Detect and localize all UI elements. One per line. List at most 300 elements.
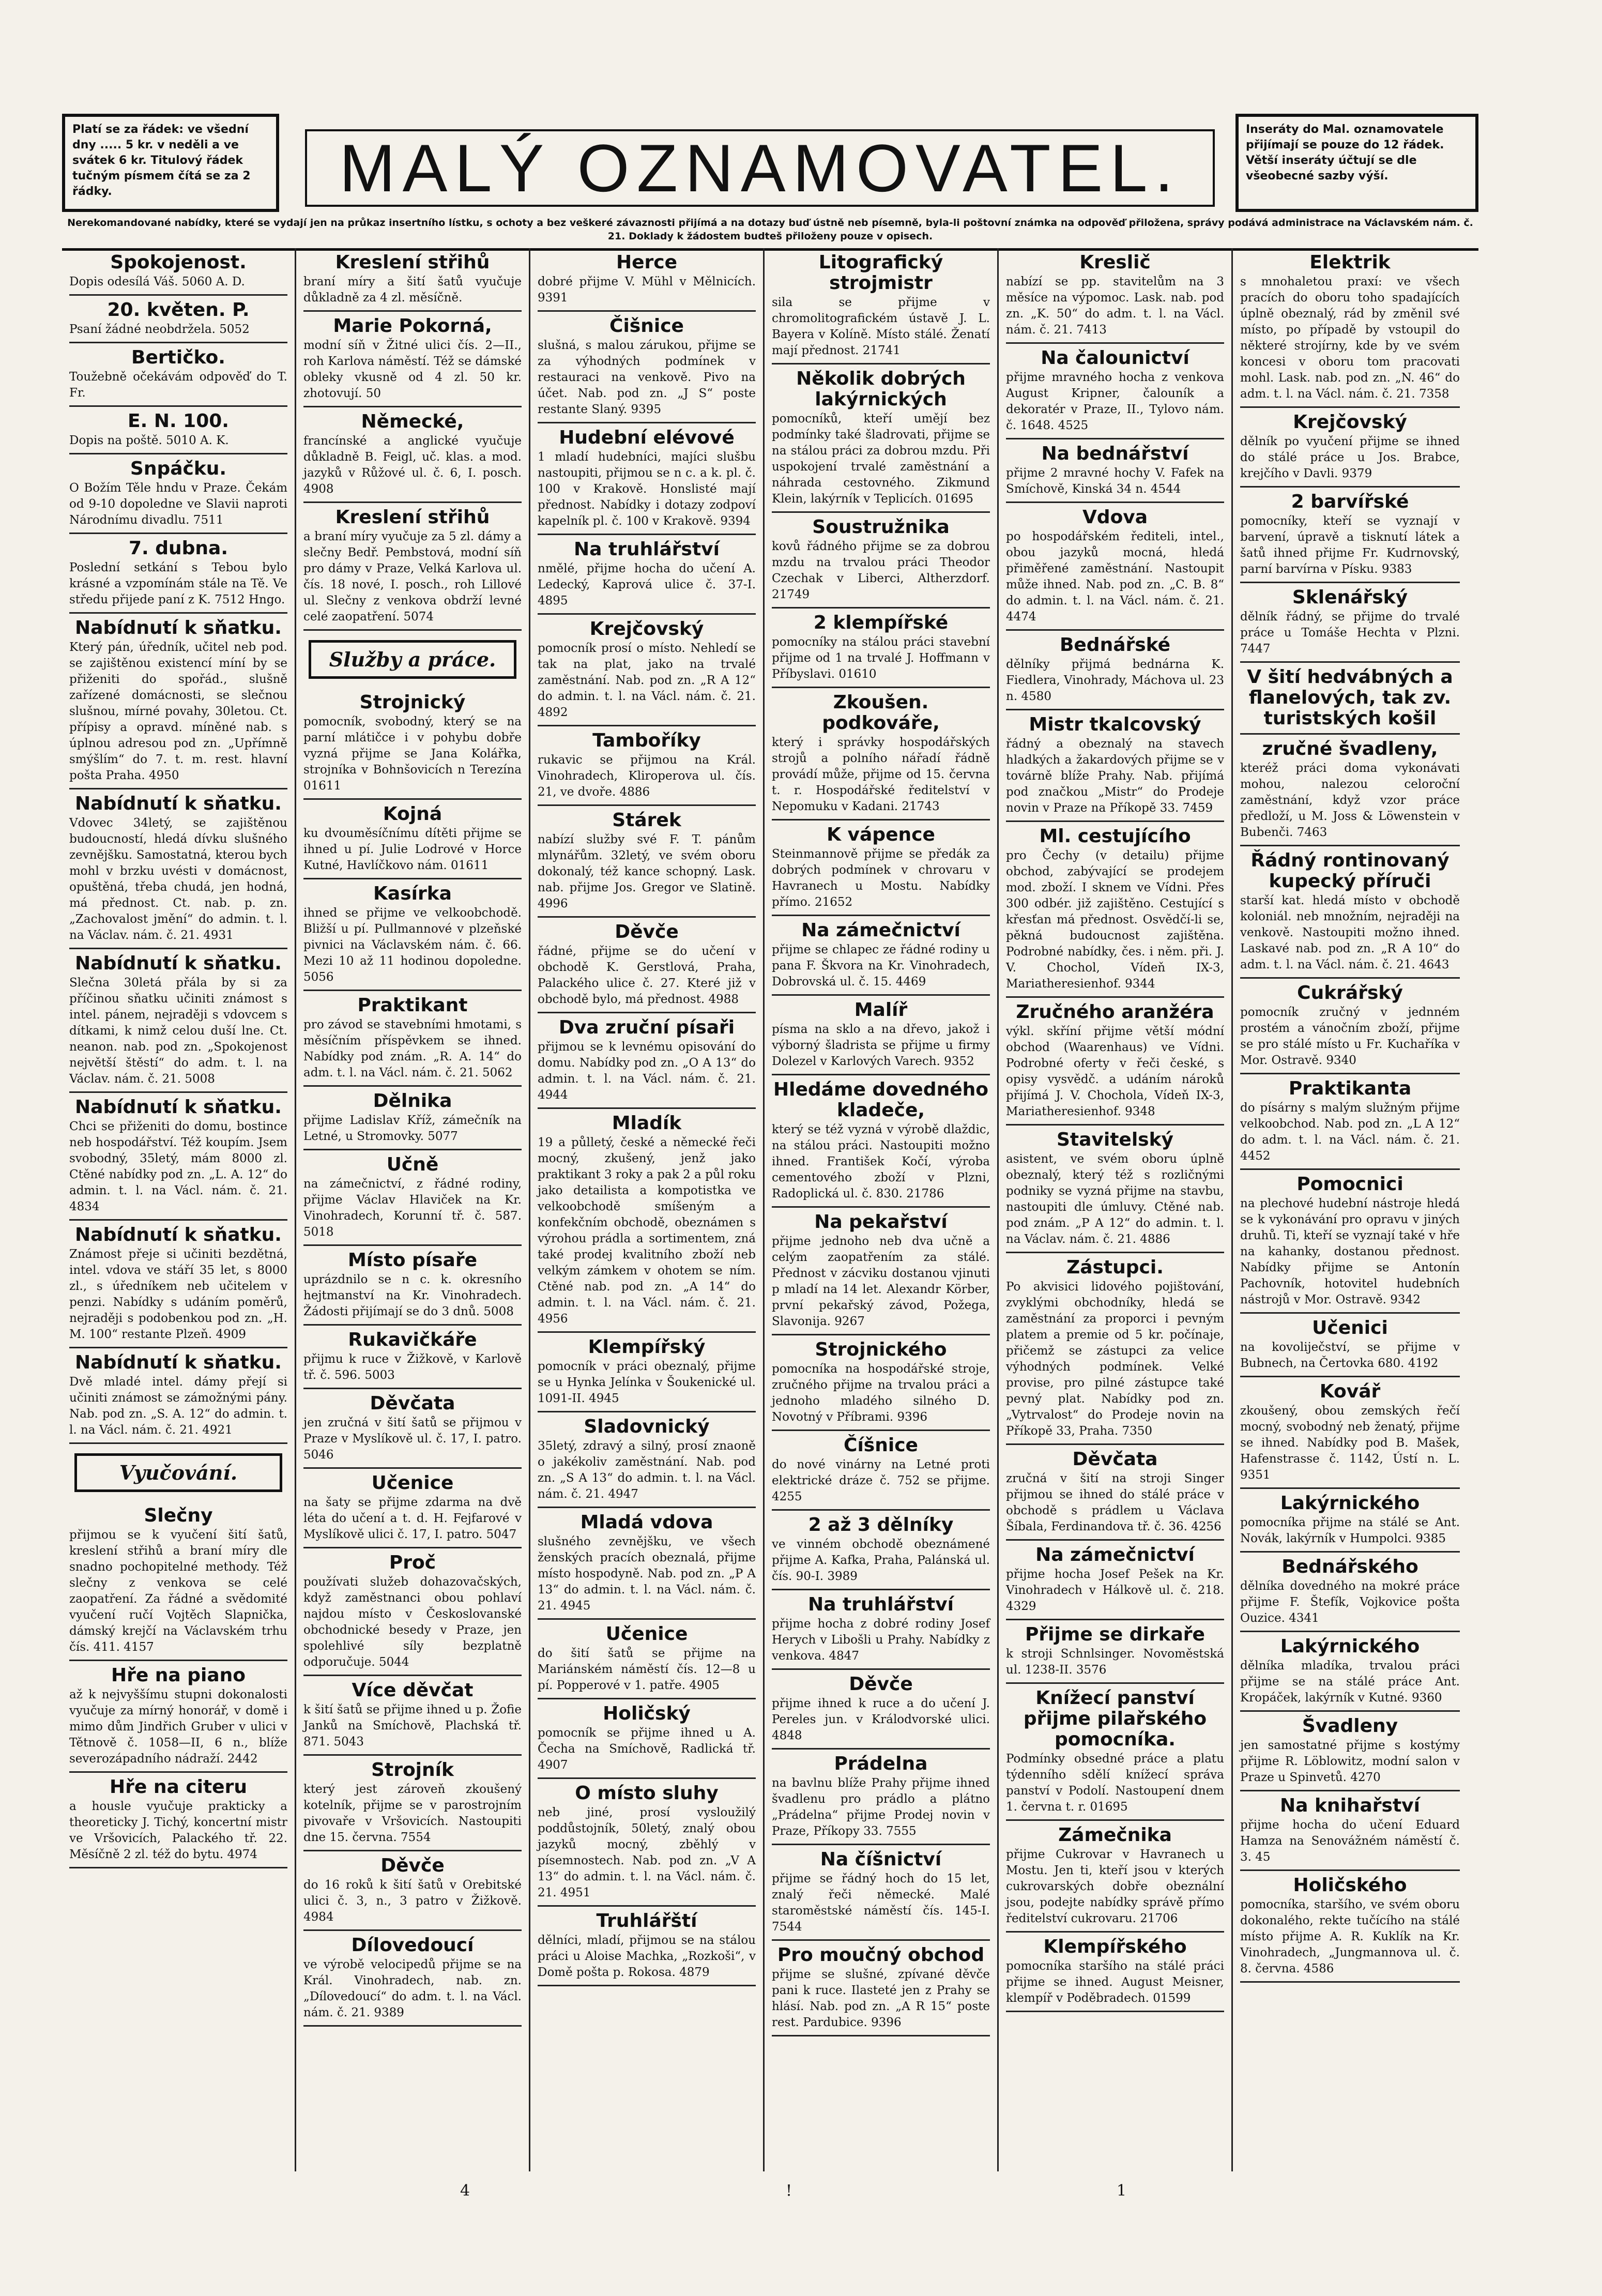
ad-text: řádný a obeznalý na stavech hladkých a žakardových přijme se v továrně blíže Prahy. Nab. přijímá pod značkou „Mistr“ do Prodeje novin v Praze na Příkopě 33. 7459 — [1006, 737, 1224, 815]
ad-text: slušná, s malou zárukou, přijme se za výhodných podmínek v restauraci na venkově. Pivo na účet. Nab. pod zn. „J S“ poste restante Slaný. 9395 — [538, 339, 756, 416]
ad-title: Na truhlářství — [573, 539, 720, 560]
ad-title: 2 barvířské — [1291, 491, 1409, 512]
ad-text: ihned se přijme ve velkoobchodě. Bližší u pí. Pullmannové v plzeňské pivnici na Václavském nám. č. 66. Mezi 10 až 11 hodinou dopoledne. 5056 — [303, 906, 522, 984]
ad-title: Dva zruční písaři — [558, 1017, 735, 1038]
ad-text: pro závod se stavebními hmotami, s měsíčním příspěvkem se ihned. Nabídky pod znám. „R. A. 14“ do adm. t. l. na Václ. nám. č. 21. 5062 — [303, 1018, 522, 1079]
ad-text: k šití šatů se přijme ihned u p. Žofie Janků na Smíchově, Plachská tř. 871. 5043 — [303, 1703, 522, 1748]
classified-ad — [69, 296, 287, 343]
insert-note-box: Inseráty do Mal. oznamovatele přijímají se pouze do 12 řádek. Větší inseráty účtují se dle všeobecné sazby výší. — [1235, 114, 1478, 212]
classified-ad — [1240, 1074, 1460, 1170]
ad-text: nabízí se pp. stavitelům na 3 měsíce na výpomoc. Lask. nab. pod zn. „K. 50“ do adm. t. l. na Václ. nám. č. 21. 7413 — [1006, 275, 1224, 337]
classified-ad — [303, 1548, 522, 1676]
classified-ad — [303, 503, 522, 631]
ad-title: Elektrik — [1309, 252, 1391, 273]
classified-ad — [303, 1756, 522, 1851]
price-box: Platí se za řádek: ve všední dny ..... 5 kr. v neděli a ve svátek 6 kr. Titulový řádek tučným písmem čítá se za 2 řádky. — [62, 114, 279, 212]
classified-ad — [303, 879, 522, 991]
ad-text: dělníci, mladí, přijmou se na stálou práci u Aloise Machka, „Rozkoši“, v Domě pošta p. Rokosa. 4879 — [538, 1934, 756, 1979]
ad-text: Poslední setkání s Tebou bylo krásné a vzpomínám stále na Tě. Ve středu přijede paní z K. 7512 Hngo. — [69, 561, 287, 606]
ad-text: Dvě mladé intel. dámy přejí si učiniti známost se zámožnými pány. Nab. pod zn. „S. A. 12“ do admin. t. l. na Václ. nám. č. 21. 4921 — [69, 1375, 287, 1437]
ad-title: Snpáčku. — [130, 458, 227, 479]
ad-text: pomocníka na hospodářské stroje, zručného přijme na trvalou práci a jednoho mladého silného D. Novotný v Příbrami. 9396 — [772, 1362, 990, 1424]
classified-ad — [1240, 735, 1460, 846]
ad-title: Přijme se dirkaře — [1025, 1624, 1205, 1645]
ad-title: Zručného aranžéra — [1016, 1001, 1214, 1023]
ad-text: Po akvisici lidového pojištování, zvyklými obchodníky, hledá se zaměstnání za proporci i pevným platem a premie od 5 kr. počínaje, přičemž se zástupci za velice výhodných podmínek. Velké provise, pro pilné zástupce také pevný plat. Nabídky pod zn. „Vytrvalost“ do Prodeje novin na Příkopě 33, Praha. 7350 — [1006, 1280, 1224, 1438]
ad-title: Na pekařství — [814, 1211, 948, 1233]
classified-ad — [303, 1851, 522, 1931]
ad-text: přijme se chlapec ze řádné rodiny u pana F. Škvora na Kr. Vinohradech, Dobrovská ul. č. 15. 4469 — [772, 943, 990, 989]
classified-ad — [303, 1389, 522, 1469]
ad-title: Bednářské — [1059, 634, 1171, 656]
ad-title: Lakýrnického — [1280, 1636, 1420, 1657]
ad-title: Nabídnutí k sňatku. — [75, 1224, 282, 1245]
ad-text: ve vinném obchodě obeznámené přijme A. Kafka, Praha, Palánská ul. čís. 90-I. 3989 — [772, 1538, 990, 1583]
classified-ad — [1240, 1712, 1460, 1791]
ad-text: Slečna 30letá přála by si za příčinou sňatku učiniti známost s intel. pánem, nejraději s vdovcem s dítkami, k nimž celou duší lne. Ct. neanon. nab. pod zn. „Spokojenost největší štěstí“ do adm. t. l. na Václav. nám. č. 21. 5008 — [69, 976, 287, 1086]
ad-title: Na číšnictví — [820, 1849, 942, 1870]
column-2 — [296, 248, 530, 2171]
ad-text: přijme Cukrovar v Havranech u Mostu. Jen ti, kteří jsou v kterých cukrovarských dobře obeznální jsou, podejte nabídky správě přímo ředitelství cukrovaru. 21706 — [1006, 1848, 1224, 1925]
ad-title: Krejčovský — [1293, 412, 1407, 433]
ad-title: O místo sluhy — [575, 1783, 719, 1804]
header-note: Nerekomandované nabídky, které se vydají jen na průkaz insertního lístku, s ochoty a bez veškeré závaznosti přijímá a na dotazy buď ústně neb písemně, byla-li poštovní známka na odpověď přiložena, správy podává administrace na Václavském nám. č. 21. Doklady k žádostem budteš přiloženy pouze v opisech. — [67, 217, 1473, 242]
ad-title: V šití hedvábných a flanelových, tak zv. turistských košil — [1247, 666, 1453, 729]
ad-text: dělníka dovedného na mokré práce přijme F. Štefík, Vojkovice pošta Ouzice. 4341 — [1240, 1579, 1460, 1625]
footer-mark: 1 — [1117, 2182, 1127, 2200]
ad-text: a braní míry vyučuje za 5 zl. dámy a slečny Bedř. Pembstová, modní síň pro dámy v Praze, Velká Karlova ul. čís. 18 nové, I. posch., roh Lillové ul. Slečny z venkova obdrží levné celé zaopatření. 5074 — [303, 530, 522, 624]
ad-text: který jest zároveň zkoušený kotelník, přijme se v parostrojním pivovaře v Vršovicích. Nastoupiti dne 15. června. 7554 — [303, 1783, 522, 1844]
ad-text: slušného zevnějšku, ve všech ženských pracích obeznalá, přijme místo hospodyně. Nab. pod zn. „P A 13“ do admin. t. l. na Václ. nám. č. 21. 4945 — [538, 1535, 756, 1613]
classified-ad — [303, 1326, 522, 1389]
classified-ad — [303, 991, 522, 1087]
classified-ad — [538, 1699, 756, 1779]
ad-title: Holičský — [603, 1703, 691, 1724]
ad-text: který i správky hospodářských strojů a polního nářadí řádně provádí může, přijme od 15. června t. r. Hospodářské ředitelství v Nepomuku v Kadani. 21743 — [772, 736, 990, 813]
page-title: MALÝ OZNAMOVATEL. — [305, 129, 1215, 207]
section-heading: Služby a práce. — [309, 640, 516, 679]
classified-ad — [1006, 822, 1224, 998]
classified-ad — [1006, 1126, 1224, 1253]
ad-title: Klempířský — [588, 1336, 706, 1358]
classified-ad — [69, 789, 287, 949]
classified-ad — [772, 1208, 990, 1335]
ad-title: Německé, — [361, 411, 464, 432]
classified-ad — [1240, 846, 1460, 979]
ad-text: po hospodářském řediteli, intel., obou jazyků mocná, hledá přiměřené zaměstnání. Nastoupit může ihned. Nab. pod zn. „C. B. 8“ do admin. t. l. na Václ. nám. č. 21. 4474 — [1006, 530, 1224, 624]
ad-title: Vdova — [1082, 507, 1148, 528]
ad-title: Praktikant — [357, 995, 468, 1016]
ad-title: Rukavičkáře — [348, 1329, 477, 1350]
classified-ad — [772, 1670, 990, 1750]
classified-ad — [772, 364, 990, 513]
classified-ad — [538, 1620, 756, 1699]
newspaper-page — [62, 103, 1478, 2223]
ad-text: pomocníků, kteří umějí bez podmínky také šladrovati, přijme se na stálou práci za dobrou mzdu. Při uspokojení trvalé zaměstnání a náhrada cestovného. Zikmund Klein, lakýrník v Teplicích. 01695 — [772, 412, 990, 506]
ad-text: pomocník, svobodný, který se na parní mlátičce i v pohybu dobře vyzná přijme se Jana Kolářka, strojníka v Bohnšovicích n Terezína 01611 — [303, 715, 522, 793]
ad-text: pomocník prosí o místo. Nehledí se tak na plat, jako na trvalé zaměstnání. Nab. pod zn. „R A 12“ do admin. t. l. na Václ. nám. č. 21. 4892 — [538, 642, 756, 719]
ad-text: přijme se řádný hoch do 15 let, znalý řeči německé. Malé staroměstské náměstí čís. 145-I. 7544 — [772, 1872, 990, 1934]
classified-ad — [1006, 344, 1224, 439]
ad-text: kovů řádného přijme se za dobrou mzdu na trvalou práci Theodor Czechak v Liberci, Altherzdorf. 21749 — [772, 540, 990, 601]
classified-ad — [538, 806, 756, 918]
ad-title: Pro moučný obchod — [777, 1944, 985, 1966]
ad-text: dělníky přijmá bednárna K. Fiedlera, Vinohrady, Máchova ul. 23 n. 4580 — [1006, 658, 1224, 703]
ad-text: a housle vyučuje prakticky a theoreticky J. Tichý, koncertní mistr ve Vršovicích, Palackého tř. 22. Měsíčně 2 zl. též do bytu. 4974 — [69, 1800, 287, 1861]
footer — [62, 2182, 1478, 2213]
classified-ad — [303, 800, 522, 879]
ad-title: Klempířského — [1043, 1936, 1187, 1957]
ad-title: Kreslení střihů — [335, 252, 490, 273]
classified-ad — [1240, 1553, 1460, 1632]
ad-text: který se též vyzná v výrobě dlaždic, na stálou práci. Nastoupiti možno ihned. František Kočí, výroba cementového zboží v Plzni, Radoplická ul. č. 830. 21786 — [772, 1123, 990, 1200]
ad-title: Ml. cestujícího — [1039, 826, 1191, 847]
ad-title: Proč — [389, 1552, 436, 1573]
ad-title: Učenici — [1312, 1317, 1388, 1339]
column-4 — [765, 248, 999, 2171]
ad-title: Učenice — [605, 1623, 688, 1645]
ad-text: Vdovec 34letý, se zajištěnou budoucností, hledá dívku slušného zevnějšku. Samostatná, kterou bych mohl v brzku uvésti v domácnost, opuštěná, třeba chudá, jen hodná, má přednost. Ct. nab. p. zn. „Zachovalost jmění“ do admin. t. l. na Václav. nám. č. 21. 4931 — [69, 816, 287, 942]
ad-title: Mladík — [612, 1113, 682, 1134]
ad-text: přijme mravného hocha z venkova August Kripner, čalouník a dekoratér v Praze, II., Tylovo nám. č. 1648. 4525 — [1006, 371, 1224, 432]
ad-title: K vápence — [827, 824, 935, 845]
ad-title: Sklenářský — [1292, 587, 1408, 608]
ad-text: řádné, přijme se do učení v obchodě K. Gerstlová, Praha, Palackého ulice č. 27. Které již v obchodě bylo, má přednost. 4988 — [538, 945, 756, 1006]
ad-title: Holičského — [1293, 1875, 1407, 1896]
ad-title: Kojná — [383, 803, 443, 825]
ad-title: Cukrářský — [1297, 982, 1403, 1003]
ad-title: Nabídnutí k sňatku. — [75, 1097, 282, 1118]
classified-ad — [1240, 408, 1460, 488]
classified-ad — [1240, 1791, 1460, 1871]
classified-ad — [1240, 1632, 1460, 1712]
ad-title: Hudební elévové — [559, 427, 735, 448]
classified-ad — [69, 949, 287, 1093]
ad-title: Děvče — [615, 921, 679, 942]
ad-title: Dělnika — [373, 1090, 452, 1112]
classified-ad — [1240, 488, 1460, 583]
ad-title: Herce — [616, 252, 678, 273]
classified-ad — [772, 513, 990, 609]
ad-title: Krejčovský — [589, 618, 704, 640]
classified-ad — [1006, 1821, 1224, 1933]
ad-text: přijme Ladislav Kříž, zámečník na Letné, u Stromovky. 5077 — [303, 1114, 522, 1143]
classified-ad — [1240, 979, 1460, 1074]
ad-title: Lakýrnického — [1280, 1493, 1420, 1514]
ad-title: Pomocnici — [1296, 1174, 1403, 1195]
ad-text: dělník po vyučení přijme se ihned do stálé práce u Jos. Brabce, krejčího v Davli. 9379 — [1240, 435, 1460, 480]
classified-ad — [1240, 583, 1460, 663]
classified-ad — [772, 1590, 990, 1670]
ad-text: pomocníky na stálou práci stavební přijme od 1 na trvalé J. Hoffmann v Příbyslavi. 01610 — [772, 635, 990, 681]
ad-text: používati služeb dohazovačských, když zaměstnanci obou pohlaví najdou místo v Českoslovanské obchodnické besedy v Praze, jen spolehlivé síly bezplatně odporučuje. 5044 — [303, 1575, 522, 1669]
ad-title: Malíř — [854, 999, 908, 1021]
ad-title: 7. dubna. — [128, 538, 228, 559]
ad-text: jen zručná v šití šatů se přijmou v Praze v Myslíkově ul. č. 17, I. patro. 5046 — [303, 1416, 522, 1462]
classified-ad — [303, 407, 522, 503]
ad-title: Strojnický — [359, 692, 466, 713]
classified-ad — [1240, 1489, 1460, 1553]
classified-ad — [772, 1431, 990, 1511]
ad-text: Psaní žádné neobdržela. 5052 — [69, 323, 250, 336]
ad-title: Spokojenost. — [110, 252, 247, 273]
classified-ad — [303, 248, 522, 312]
ad-title: Kreslič — [1079, 252, 1151, 273]
ad-title: Čišnice — [609, 315, 684, 337]
classified-ad — [1006, 710, 1224, 822]
ad-title: Děvčata — [1072, 1449, 1158, 1470]
ad-text: až k nejvyššímu stupni dokonalosti vyučuje za mírný honorář, v domě i mimo dům Jindřich Gruber v ulici v Tětnově č. 1058—II, 6 n., blíže severozápadního nádraží. 2442 — [69, 1688, 287, 1766]
ad-title: Na zámečnictví — [801, 920, 960, 941]
classified-ad — [538, 726, 756, 806]
classified-ad — [538, 1412, 756, 1508]
ad-text: pomocník v práci obeznalý, přijme se u Hynka Jelínka v Šoukenické ul. 1091-II. 4945 — [538, 1360, 756, 1405]
ad-text: ve výrobě velocipedů přijme se na Král. Vinohradech, nab. zn. „Dílovedoucí“ do adm. t. l. na Václ. nám. č. 21. 9389 — [303, 1958, 522, 2019]
classified-ad — [772, 1845, 990, 1941]
classified-ad — [1240, 1377, 1460, 1489]
classified-ad — [772, 1511, 990, 1590]
ad-text: 1 mladí hudebníci, majíci slušbu nastoupiti, přijmou se n c. a k. pl. č. 100 v Krakově. Honslisté mají přednost. Nabídky i dotazy zodpoví kapelník pl. č. 100 v Krakově. 9394 — [538, 450, 756, 528]
ad-text: francínské a anglické vyučuje důkladně B. Feigl, uč. klas. a mod. jazyků v Růžové ul. č. 6, I. posch. 4908 — [303, 434, 522, 496]
classified-ad — [772, 1941, 990, 2036]
classified-ad — [538, 1109, 756, 1333]
classified-ad — [1006, 503, 1224, 631]
ad-text: Chci se přiženiti do domu, bostince neb hospodářství. Též koupím. Jsem svobodný, 35letý, mám 8000 zl. Ctěné nabídky pod zn. „L. A. 12“ do admin. t. l. na Václ. nám. č. 21. 4834 — [69, 1120, 287, 1213]
ad-text: přijme ihned k ruce a do učení J. Pereles jun. v Králodvorské ulici. 4848 — [772, 1697, 990, 1742]
ad-text: dělník řádný, se přijme do trvalé práce u Tomáše Hechta v Plzni. 7447 — [1240, 610, 1460, 656]
ad-text: kteréž práci doma vykonávati mohou, nalezou celoroční zaměstnání, když vzor práce předloží, u M. Joss & Löwenstein v Bubenči. 7463 — [1240, 762, 1460, 839]
ad-text: sila se přijme v chromolitografickém ústavě J. L. Bayera v Kolíně. Místo stálé. Ženatí mají přednost. 21741 — [772, 296, 990, 357]
ad-text: neb jiné, prosí vysloužilý poddůstojník, 50letý, znalý obou jazyků mocný, zběhlý v písemnostech. Nab. pod zn. „V A 13“ do admin. t. l. na Václ. nám. č. 21. 4951 — [538, 1806, 756, 1899]
ad-title: Litografický strojmistr — [818, 252, 943, 294]
ad-title: Zástupci. — [1066, 1257, 1164, 1278]
classified-ad — [772, 996, 990, 1075]
classified-ad — [538, 312, 756, 423]
ad-title: Tamboříky — [592, 730, 701, 751]
classified-ad — [1006, 439, 1224, 503]
classified-ad — [303, 1246, 522, 1326]
ad-text: zkoušený, obou zemských řečí mocný, svobodný neb ženatý, přijme se ihned. Nabídky pod B. Mašek, Hafenstrasse č. 1142, Ústí n. L. 9351 — [1240, 1404, 1460, 1482]
classified-ad — [303, 1087, 522, 1150]
ad-text: starší kat. hledá místo v obchodě koloniál. neb množním, nejraději na venkově. Nastoupiti možno ihned. Laskavé nab. pod zn. „R A 10“ do adm. t. l. na Václ. nám. č. 21. 4643 — [1240, 894, 1460, 971]
ad-text: přijme hocha do učení Eduard Hamza na Senovážném náměstí č. 3. 45 — [1240, 1818, 1460, 1864]
ad-text: Známost přeje si učiniti bezdětná, intel. vdova ve stáří 35 let, s 8000 zl., s úředníkem neb učitelem v penzi. Nabídky s udáním poměrů, nejraději s podobenkou pod zn. „H. M. 100“ restante Plzeň. 4909 — [69, 1248, 287, 1341]
ad-title: Zkoušen. podkováře, — [822, 692, 940, 734]
ad-text: na šaty se přijme zdarma na dvě léta do učení a t. d. H. Fejfarové v Myslíkově ulici č. 17, I. patro. 5047 — [303, 1496, 522, 1541]
ad-title: Na knihařství — [1280, 1795, 1420, 1816]
ad-title: Soustružnika — [812, 516, 950, 538]
ad-text: na bavlnu blíže Prahy přijme ihned švadlenu pro prádlo a plátno „Prádelna“ přijme Prodej novin v Praze, Příkopy 33. 7555 — [772, 1776, 990, 1838]
ad-text: pomocník se přijme ihned u A. Čecha na Smíchově, Radlická tř. 4907 — [538, 1726, 756, 1772]
classified-ad — [1006, 1541, 1224, 1620]
classified-ad — [1240, 1314, 1460, 1377]
ad-text: přijme hocha Josef Pešek na Kr. Vinohradech v Hálkově ul. č. 218. 4329 — [1006, 1568, 1224, 1613]
ad-text: pomocníka, staršího, ve svém oboru dokonalého, rekte tučícího na stálé místo přijme A. R. Kuklík na Kr. Vinohradech, „Jungmannova ul. č. 8. června. 4586 — [1240, 1898, 1460, 1975]
ad-title: Mistr tkalcovský — [1029, 714, 1201, 735]
classified-ad — [538, 248, 756, 312]
ad-title: Na čalounictví — [1041, 347, 1189, 369]
ad-title: Na bednářství — [1041, 443, 1189, 464]
ad-title: Prádelna — [834, 1753, 928, 1774]
ad-text: jen samostatné přijme s kostýmy přijme R. Löblowitz, modní salon v Praze u Spinvetů. 4270 — [1240, 1739, 1460, 1784]
ad-title: Strojnického — [815, 1339, 947, 1360]
ad-title: Knížecí panství přijme pilařského pomocníka. — [1023, 1687, 1207, 1750]
ad-text: dělníka mladíka, trvalou práci přijme se na stálé práce Ant. Kropáček, lakýrník v Kutné. 9360 — [1240, 1659, 1460, 1705]
classified-ad — [69, 1348, 287, 1444]
ad-title: Hledáme dovedného kladeče, — [773, 1079, 988, 1121]
ad-text: přijmou se k vyučení šití šatů, kreslení střihů a braní míry dle snadno pochopitelné methody. Též slečny z venkova se celé zaopatření. Za řádné a svědomité vyučení ručí Vojtěch Slapnička, dámský krejčí na Václavském trhu čís. 411. 4157 — [69, 1528, 287, 1654]
ad-title: Mladá vdova — [580, 1512, 713, 1533]
ad-text: Toužebně očekávám odpověď do T. Fr. — [69, 370, 287, 400]
ad-text: dobré přijme V. Mühl v Mělnicích. 9391 — [538, 275, 756, 305]
classified-ad — [772, 1750, 990, 1845]
ad-text: Který pán, úředník, učitel neb pod. se zajištěnou existencí míní by se přiženiti do spořád., slušně zařízené domácnosti, se slečnou slušnou, mírné povahy, 30letou. Ct. přípisy a opravd. míněné nab. s úplnou adresou pod zn. „Upřímně smýšlím“ do 7. t. m. rest. hlavní pošta Praha. 4950 — [69, 641, 287, 782]
ad-title: Stárek — [612, 810, 681, 831]
ad-title: Stavitelský — [1056, 1129, 1174, 1150]
classified-ad — [69, 1501, 287, 1661]
classified-ad — [538, 1779, 756, 1907]
ad-title: Děvče — [380, 1855, 445, 1876]
ad-title: Děvče — [849, 1674, 913, 1695]
ad-title: Hře na citeru — [110, 1776, 247, 1798]
classified-ad — [1240, 248, 1460, 408]
ad-title: Nabídnutí k sňatku. — [75, 1352, 282, 1373]
ad-title: Číšnice — [844, 1435, 918, 1456]
ad-text: pomocníky, kteří se vyznají v barvení, úpravě a tisknutí látek a šatů ihned přijme Fr. Kudrnovský, parní barvírna v Písku. 9383 — [1240, 514, 1460, 576]
classified-ad — [772, 820, 990, 916]
ad-title: Bednářského — [1281, 1556, 1418, 1577]
footer-mark: ! — [786, 2182, 792, 2200]
classified-ad — [1006, 1620, 1224, 1684]
ad-text: do 16 roků k šití šatů v Orebitské ulici č. 3, n., 3 patro v Žižkově. 4984 — [303, 1878, 522, 1924]
ad-title: Hře na piano — [111, 1665, 246, 1686]
ad-columns — [62, 248, 1478, 2171]
classified-ad — [303, 312, 522, 407]
ad-text: k stroji Schnlsinger. Novoměstská ul. 1238-II. 3576 — [1006, 1647, 1224, 1677]
classified-ad — [772, 688, 990, 820]
ad-title: 2 až 3 dělníky — [808, 1514, 954, 1535]
ad-title: 2 klempířské — [813, 612, 949, 633]
ad-title: Kreslení střihů — [335, 507, 490, 528]
ad-text: na zámečnictví, z řádné rodiny, přijme Václav Hlaviček na Kr. Vinohradech, Korunní tř. č. 587. 5018 — [303, 1177, 522, 1239]
ad-text: přijme hocha z dobré rodiny Josef Herych v Libošli u Prahy. Nabídky z venkova. 4847 — [772, 1617, 990, 1663]
ad-text: uprázdnilo se n c. k. okresního hejtmanství na Kr. Vinohradech. Žádosti přijímají se do 3 dnů. 5008 — [303, 1273, 522, 1318]
ad-text: do písárny s malým služným přijme velkoobchod. Nab. pod zn. „L A 12“ do adm. t. l. na Václ. nám. č. 21. 4452 — [1240, 1101, 1460, 1163]
ad-text: výkl. skříní přijme větší módní obchod (Waarenhaus) ve Vídni. Podrobné oferty v řeči české, s opisy vysvědč. a udáním nároků přijímá J. V. Chochola, Vídeň IX-3, Mariatheresienhof. 9348 — [1006, 1025, 1224, 1118]
classified-ad — [1240, 1170, 1460, 1314]
footer-mark: 4 — [460, 2182, 470, 2200]
classified-ad — [1006, 1253, 1224, 1445]
classified-ad — [1006, 1684, 1224, 1821]
ad-text: Dopis odesílá Váš. 5060 A. D. — [69, 275, 245, 288]
ad-text: ku dvouměsíčnímu dítěti přijme se ihned u pí. Julie Lodrové v Horce Kutné, Havlíčkovo nám. 01611 — [303, 827, 522, 872]
ad-text: zručná v šití na stroji Singer přijmou se ihned do stálé práce v obchodě s prádlem u Václava Šíbala, Ferdinandova tř. č. 36. 4256 — [1006, 1472, 1224, 1533]
ad-text: na plechové hudební nástroje hledá se k vykonávání pro opravu v jiných druhů. Ti, kteří se vyznají také v hře na kahanky, dostanou přednost. Nabídky přijme se Antonín Pachovník, hotovitel hudebních nástrojů v Mor. Ostravě. 9342 — [1240, 1197, 1460, 1306]
ad-text: přijme jednoho neb dva učně a celým zaopatřením za stálé. Přednost v zácviku dostanou vjinuti p mladí na 14 let. Alexandr Körber, první pekařský závod, Požega, Slavonija. 9267 — [772, 1235, 990, 1328]
ad-title: Strojník — [371, 1759, 454, 1781]
column-3 — [530, 248, 765, 2171]
classified-ad — [538, 535, 756, 615]
ad-title: Učenice — [371, 1472, 454, 1494]
classified-ad — [69, 1093, 287, 1221]
ad-title: Kasírka — [373, 883, 452, 904]
ad-text: pomocník zručný v jednném prostém a vánočním zboží, přijme se pro stálé místo u Fr. Kuchaříka v Mor. Ostravě. 9340 — [1240, 1006, 1460, 1067]
classified-ad — [69, 534, 287, 614]
classified-ad — [1006, 998, 1224, 1126]
classified-ad — [303, 1931, 522, 2027]
ad-text: Podmínky obsedné práce a platu týdenního sdělí knížecí správa panství v Podolí. Nastoupení dnem 1. června t. r. 01695 — [1006, 1752, 1224, 1814]
section-heading: Vyučování. — [74, 1453, 282, 1492]
classified-ad — [538, 615, 756, 726]
classified-ad — [69, 1221, 287, 1348]
ad-text: modní síň v Žitné ulici čís. 2—II., roh Karlova náměstí. Též se dámské obleky vkusně od 4 zl. 50 kr. zhotovují. 50 — [303, 339, 522, 400]
ad-title: Na zámečnictví — [1035, 1544, 1195, 1565]
classified-ad — [303, 1150, 522, 1246]
classified-ad — [69, 1773, 287, 1868]
ad-title: Na truhlářství — [807, 1594, 954, 1615]
classified-ad — [69, 454, 287, 534]
classified-ad — [1006, 248, 1224, 344]
ad-text: do nové vinárny na Letné proti elektrické dráze č. 752 se přijme. 4255 — [772, 1458, 990, 1503]
classified-ad — [1240, 1871, 1460, 1983]
ad-text: pro Čechy (v detailu) přijme obchod, zabývající se prodejem mod. zboží. I sknem ve Vídni. Přes 300 odbér. již zajištěno. Cestující s křesťan má přednost. Osvědčí-li se, pěkná budoucnost zajištěna. Podrobné nabídky, čes. i něm. při. J. V. Chochol, Vídeň IX-3, Mariatheresienhof. 9344 — [1006, 849, 1224, 991]
ad-title: Slečny — [144, 1505, 213, 1526]
column-5 — [999, 248, 1233, 2171]
ad-title: Děvčata — [370, 1393, 455, 1414]
ad-text: nabízí služby své F. T. pánům mlynářům. 32letý, ve svém oboru dokonalý, též kance schopný. Lask. nab. přijme Jos. Gregor ve Slatině. 4996 — [538, 833, 756, 910]
ad-title: Nabídnutí k sňatku. — [75, 617, 282, 638]
ad-text: Steinmannově přijme se předák za dobrých podmínek v chrovaru v Havranech u Mostu. Nabídky přímo. 21652 — [772, 847, 990, 909]
ad-title: zručné švadleny, — [1262, 738, 1438, 759]
classified-ad — [1006, 1445, 1224, 1541]
ad-text: nmělé, přijme hocha do učení A. Ledecký, Kaprová ulice č. 37-I. 4895 — [538, 562, 756, 607]
ad-text: přijme 2 mravné hochy V. Fafek na Smíchově, Kinská 34 n. 4544 — [1006, 466, 1224, 496]
classified-ad — [69, 1661, 287, 1773]
ad-text: s mnohaletou praxí: ve všech pracích do oboru toho spadajících úplně obeznalý, rád by změnil své místo, po případě by vstoupil do některé strojírny, kde by ve svém koncesi v oboru tom pracovati mohl. Lask. nab. pod zn. „N. 46“ do adm. t. l. na Václ. nám. č. 21. 7358 — [1240, 275, 1460, 401]
ad-text: asistent, ve svém oboru úplně obeznalý, který též s rozličnými podniky se vyzná přijme na stavbu, nastoupiti dle úmluvy. Ctěné nab. pod znám. „P A 12“ do admin. t. l. na Václav. nám. č. 21. 4886 — [1006, 1152, 1224, 1246]
ad-text: braní míry a šití šatů vyučuje důkladně za 4 zl. měsíčně. — [303, 275, 522, 305]
ad-title: Kovář — [1319, 1381, 1381, 1402]
classified-ad — [69, 407, 287, 454]
ad-text: pomocníka přijme na stálé se Ant. Novák, lakýrník v Humpolci. 9385 — [1240, 1516, 1460, 1545]
ad-text: na kovoliječství, se přijme v Bubnech, na Čertovka 680. 4192 — [1240, 1341, 1460, 1370]
classified-ad — [303, 688, 522, 800]
classified-ad — [538, 1333, 756, 1412]
ad-text: pomocníka staršího na stálé práci přijme se ihned. August Meisner, klempíř v Poděbradech. 01599 — [1006, 1959, 1224, 2005]
ad-text: Dopis na poště. 5010 A. K. — [69, 434, 229, 447]
classified-ad — [772, 1075, 990, 1208]
classified-ad — [538, 1508, 756, 1620]
ad-text: rukavic se přijmou na Král. Vinohradech, Kliroperova ul. čís. 21, ve dvoře. 4886 — [538, 753, 756, 799]
classified-ad — [1006, 1933, 1224, 2012]
ad-title: Nabídnutí k sňatku. — [75, 953, 282, 974]
classified-ad — [772, 248, 990, 364]
classified-ad — [69, 614, 287, 789]
ad-title: Více děvčat — [352, 1680, 474, 1701]
ad-title: Řádný rontinovaný kupecký příruči — [1250, 850, 1450, 892]
classified-ad — [772, 916, 990, 996]
ad-text: 19 a půlletý, české a německé řeči mocný, zkušený, jenž jako praktikant 3 roky a pak 2 a půl roku jako detailista a kompotistka ve velkoobchodě smíšeným a konfekčním obchodě, obeznámen s výrohou prádla a sortimentem, zná také prodej kvalitního zboží neb velkým zámkem v ohotem se ním. Ctěné nab. pod zn. „A 14“ do admin. t. l. na Václ. nám. č. 21. 4956 — [538, 1136, 756, 1326]
ad-title: Učně — [386, 1154, 439, 1175]
ad-title: Švadleny — [1302, 1715, 1398, 1737]
classified-ad — [1240, 663, 1460, 735]
classified-ad — [1006, 631, 1224, 710]
column-6 — [1233, 248, 1467, 2171]
ad-text: O Božím Těle hndu v Praze. Čekám od 9-10 dopoledne ve Slavii naproti Národnímu divadlu. 7511 — [69, 481, 287, 527]
ad-text: přijmu k ruce v Žižkově, v Karlově tř. č. 596. 5003 — [303, 1352, 522, 1382]
ad-title: Dílovedoucí — [351, 1935, 474, 1956]
ad-title: Nabídnutí k sňatku. — [75, 793, 282, 814]
